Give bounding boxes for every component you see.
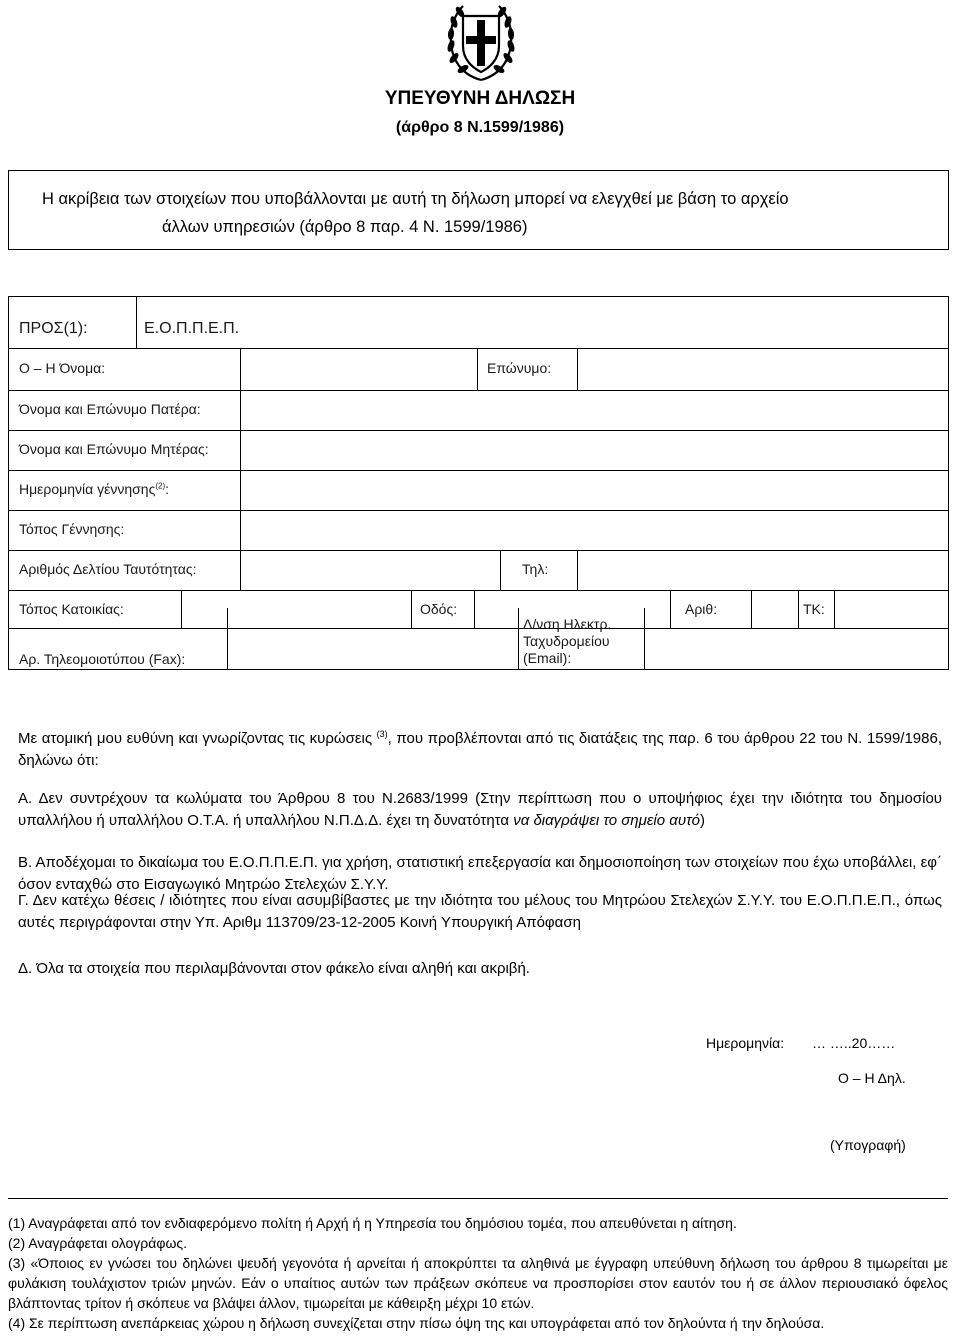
footnote-2: (2) Αναγράφεται ολογράφως. <box>8 1235 188 1251</box>
name-label: Ο – Η Όνομα: <box>19 360 106 376</box>
recipient-value: Ε.Ο.Π.Π.Ε.Π. <box>144 320 240 337</box>
surname-label: Επώνυμο: <box>487 360 552 376</box>
email-label <box>523 616 611 667</box>
item-a-end: ) <box>700 812 706 829</box>
phone-field[interactable] <box>578 551 948 589</box>
email-label-line-3: (Email): <box>523 650 572 666</box>
document-subtitle: (άρθρο 8 Ν.1599/1986) <box>395 119 565 136</box>
email-label-line-1: Δ/νση Ηλεκτρ. <box>523 616 612 632</box>
fax-field[interactable] <box>228 629 517 668</box>
residence-field[interactable] <box>182 591 410 607</box>
father-name-label: Όνομα και Επώνυμο Πατέρα: <box>19 401 201 417</box>
footnote-1: (1) Αναγράφεται από τον ενδιαφερόμενο πολίτη ή Αρχή ή η Υπηρεσία του δημόσιου τομέα, που απευθύνεται η αίτηση. <box>8 1215 737 1231</box>
declaration-item-d: Δ. Όλα τα στοιχεία που περιλαμβάνονται στον φάκελο είναι αληθή και ακριβή. <box>18 960 530 977</box>
email-label-line-2: Ταχυδρομείου <box>523 633 610 649</box>
declaration-intro <box>18 723 942 772</box>
declarant-label: Ο – Η Δηλ. <box>838 1070 906 1086</box>
number-label: Αριθ: <box>685 601 718 617</box>
signature-date-label: Ημερομηνία: <box>706 1035 785 1051</box>
name-field[interactable] <box>241 349 476 389</box>
zip-field[interactable] <box>835 591 948 607</box>
birthplace-field[interactable] <box>241 511 948 549</box>
accuracy-notice <box>8 170 949 250</box>
footnotes <box>8 1198 948 1333</box>
declaration-item-b: Β. Αποδέχομαι το δικαίωμα του Ε.Ο.Π.Π.Ε.Π. για χρήση, στατιστική επεξεργασία και δημοσιοποίηση των στοιχείων που έχω υποβάλλει, εφ΄ όσον ενταχθώ στο Εισαγωγικό Μητρώο Στελεχών Σ.Υ.Υ. <box>18 854 942 893</box>
signature-label: (Υπογραφή) <box>830 1137 906 1153</box>
greek-emblem-icon <box>445 2 517 84</box>
phone-label: Τηλ: <box>522 561 549 577</box>
item-a-italic: να διαγράψει το σημείο αυτό <box>513 812 701 829</box>
birthplace-label: Τόπος Γέννησης: <box>19 521 125 537</box>
id-number-field[interactable] <box>241 551 499 589</box>
birthdate-colon: : <box>165 481 169 497</box>
residence-label: Τόπος Κατοικίας: <box>19 601 124 617</box>
street-label: Οδός: <box>420 601 458 617</box>
sanctions-footnote-ref: (3) <box>376 729 388 739</box>
number-field[interactable] <box>752 591 797 607</box>
mother-name-label: Όνομα και Επώνυμο Μητέρας: <box>19 441 209 457</box>
declaration-item-a <box>18 788 942 832</box>
footnote-3: (3) «Όποιος εν γνώσει του δηλώνει ψευδή γεγονότα ή αρνείται ή αποκρύπτει τα αληθινά με έγγραφη υπεύθυνη δήλωση του άρθρου 8 τιμωρείται με φυλάκιση τουλάχιστον τριών μηνών. Εάν ο υπαίτιος αυτών των πράξεων σκόπευε να προσπορίσει στον εαυτόν του ή σε άλλον περιουσιακό όφελος βλάπτοντας τρίτον ή σκόπευε να βλάψει άλλον, τιμωρείται με κάθειρξη μέχρι 10 ετών. <box>8 1255 948 1311</box>
declaration-intro-text: Με ατομική μου ευθύνη και γνωρίζοντας τις κυρώσεις <box>18 730 373 747</box>
footnote-4: (4) Σε περίπτωση ανεπάρκειας χώρου η δήλωση συνεχίζεται στην πίσω όψη της και υπογράφεται από τον δηλούντα ή την δηλούσα. <box>8 1315 825 1331</box>
birthdate-label <box>19 481 169 497</box>
birthdate-footnote-ref: (2) <box>155 481 166 491</box>
zip-label: ΤΚ: <box>803 601 825 617</box>
item-a-text: Α. Δεν συντρέχουν τα κωλύματα του Άρθρου 8 του Ν.2683/1999 (Στην περίπτωση που ο υποψήφιος έχει την ιδιότητα του δημοσίου υπαλλήλου ή υπαλλήλου Ο.Τ.Α. ή υπαλλήλου Ν.Π.Δ.Δ. έχει τη δυνατότητα <box>18 790 942 829</box>
notice-line-2: άλλων υπηρεσιών (άρθρο 8 παρ. 4 Ν. 1599/1986) <box>162 218 528 236</box>
declaration-intro-rest: , που προβλέπονται από τις διατάξεις της παρ. 6 του άρθρου 22 του Ν. 1599/1986, δηλώνω ότι: <box>18 730 942 769</box>
father-name-field[interactable] <box>241 391 948 429</box>
birthdate-field[interactable] <box>241 471 948 509</box>
fax-label: Αρ. Τηλεομοιοτύπου (Fax): <box>19 651 186 667</box>
id-number-label: Αριθμός Δελτίου Ταυτότητας: <box>19 561 197 577</box>
document-title: ΥΠΕΥΘΥΝΗ ΔΗΛΩΣΗ <box>384 88 576 109</box>
street-field[interactable] <box>475 591 669 607</box>
declaration-item-c: Γ. Δεν κατέχω θέσεις / ιδιότητες που είναι ασυμβίβαστες με την ιδιότητα του μέλους του Μητρώου Στελεχών Σ.Υ.Υ. του Ε.Ο.Π.Π.Ε.Π., όπως αυτές περιγράφονται στην Υπ. Αριθμ 113709/23-12-2005 Κοινή Υπουργική Απόφαση <box>18 892 942 931</box>
birthdate-label-text: Ημερομηνία γέννησης <box>19 481 156 497</box>
notice-line-1: Η ακρίβεια των στοιχείων που υποβάλλονται με αυτή τη δήλωση μπορεί να ελεγχθεί με βάση το αρχείο <box>42 190 789 208</box>
mother-name-field[interactable] <box>241 431 948 469</box>
surname-field[interactable] <box>578 349 948 389</box>
recipient-label: ΠΡΟΣ(1): <box>19 320 88 337</box>
email-field[interactable] <box>645 629 948 668</box>
signature-date-value[interactable]: … …..20…… <box>812 1035 896 1051</box>
